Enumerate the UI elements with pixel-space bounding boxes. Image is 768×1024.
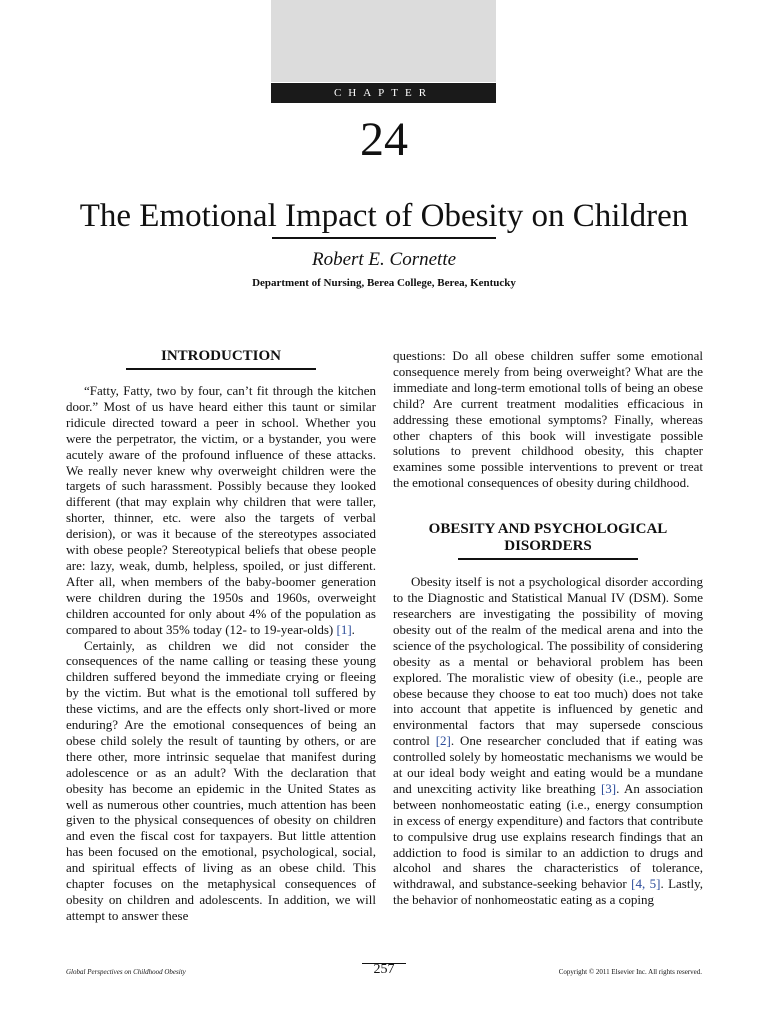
chapter-label: CHAPTER <box>271 83 496 103</box>
left-column <box>66 348 376 924</box>
obesity-heading-line-1: OBESITY AND PSYCHOLOGICAL <box>428 521 668 538</box>
footer-copyright: Copyright © 2011 Elsevier Inc. All rights reserved. <box>558 968 702 976</box>
obesity-paragraph-text-b: . One researcher concluded that if eating was controlled solely by homeostatic mechanisms we would be at our ideal body weight and eating would be a mundane and unexciting activity like breathing <box>393 733 703 796</box>
page-number: 257 <box>373 962 395 977</box>
page-title: The Emotional Impact of Obesity on Children <box>79 198 689 234</box>
citation-link-2[interactable]: [2] <box>435 733 451 749</box>
intro-paragraph-1-text: “Fatty, Fatty, two by four, can’t fit through the kitchen door.” Most of us have heard either this taunt or similar ridicule directed toward a peer in school. Whether you were the perpetrator, the victim, or a bystander, you were acutely aware of the profound influence of these attacks. We really never knew why overweight children were the targets of such harassment. Possibly because they looked different (that may explain why children that were taller, shorter, thinner, etc. were also the targets of verbal derision), or was it because of the stereotypes associated with obese people? Stereotypical beliefs that obese people are: lazy, weak, dumb, helpless, spoiled, or just different. After all, when members of the baby-boomer generation were children during the 1950s and 1960s, overweight children accounted for only about 4% of the population as compared to about 35% today (12- to 19-year-olds) <box>66 383 376 637</box>
right-column <box>393 348 703 908</box>
citation-link-1[interactable]: [1] <box>336 621 352 637</box>
obesity-paragraph-text-a: Obesity itself is not a psychological disorder according to the Diagnostic and Statistical Manual IV (DSM). Some researchers are investigating the possibility of moving obesity out of the realm of the medical arena and into the science of the psychological. The possibility of considering obesity as a mental or behavioral problem has been explored. The moralistic view of obesity (i.e., people are obese because they choose to eat too much) does not take into account that appetite is influenced by genetic and environmental factors that may supersede conscious control <box>393 574 703 749</box>
citation-link-3[interactable]: [3] <box>600 780 617 796</box>
chapter-header-box <box>271 0 496 82</box>
intro-paragraph-1 <box>66 383 376 638</box>
introduction-heading: INTRODUCTION <box>160 348 281 364</box>
obesity-heading-line-2: DISORDERS <box>504 538 592 555</box>
author-affiliation: Department of Nursing, Berea College, Berea, Kentucky <box>252 277 516 289</box>
right-paragraph-1: questions: Do all obese children suffer some emotional consequence merely from being overweight? What are the immediate and long-term emotional tolls of being an obese child? Are current treatment modalities efficacious in addressing these emotional symptoms? Finally, whereas other chapters of this book will investigate possible solutions to prevent childhood obesity, this chapter examines some possible interventions to prevent or treat the emotional consequences of obesity during childhood. <box>393 348 703 491</box>
author-name: Robert E. Cornette <box>311 249 457 270</box>
obesity-paragraph-1 <box>393 574 703 908</box>
intro-paragraph-1-end: . <box>351 621 355 637</box>
obesity-paragraph-text-c: . An association between nonhomeostatic eating (i.e., energy consumption in excess of energy expenditure) and factors that contribute to compulsive drug use explains research findings that an addiction to food is similar to an addiction to drugs and alcohol and shares the characteristics of tolerance, withdrawal, and substance-seeking behavior <box>393 780 703 892</box>
obesity-heading <box>393 521 703 555</box>
chapter-number: 24 <box>360 113 408 166</box>
title-divider <box>272 237 496 239</box>
obesity-paragraph-text-d: . Lastly, the behavior of nonhomeostatic eating as a coping <box>393 876 703 908</box>
intro-paragraph-2: Certainly, as children we did not consider the consequences of the name calling or teasing these young children suffered beyond the immediate crying or fleeing by the victim. But what is the emotional toll suffered by these victims, and are the effects only short-lived or more enduring? Are the emotional consequences of being an obese child solely the result of taunting by others, or are there other, more intrinsic sequelae that manifest during adolescence or as an adult? With the declaration that obesity has become an epidemic in the United States as well as numerous other countries, much attention has been given to the physical consequences of obesity on children and even the fiscal cost for taxpayers. But little attention has been focused on the emotional, psychological, social, and spiritual effects of living as an obese child. This chapter focuses on the metaphysical consequences of obesity on children and adolescents. In addition, we will attempt to answer these <box>66 637 376 923</box>
footer-book-title: Global Perspectives on Childhood Obesity <box>66 968 186 976</box>
citation-link-4[interactable]: [4, 5] <box>631 876 661 892</box>
